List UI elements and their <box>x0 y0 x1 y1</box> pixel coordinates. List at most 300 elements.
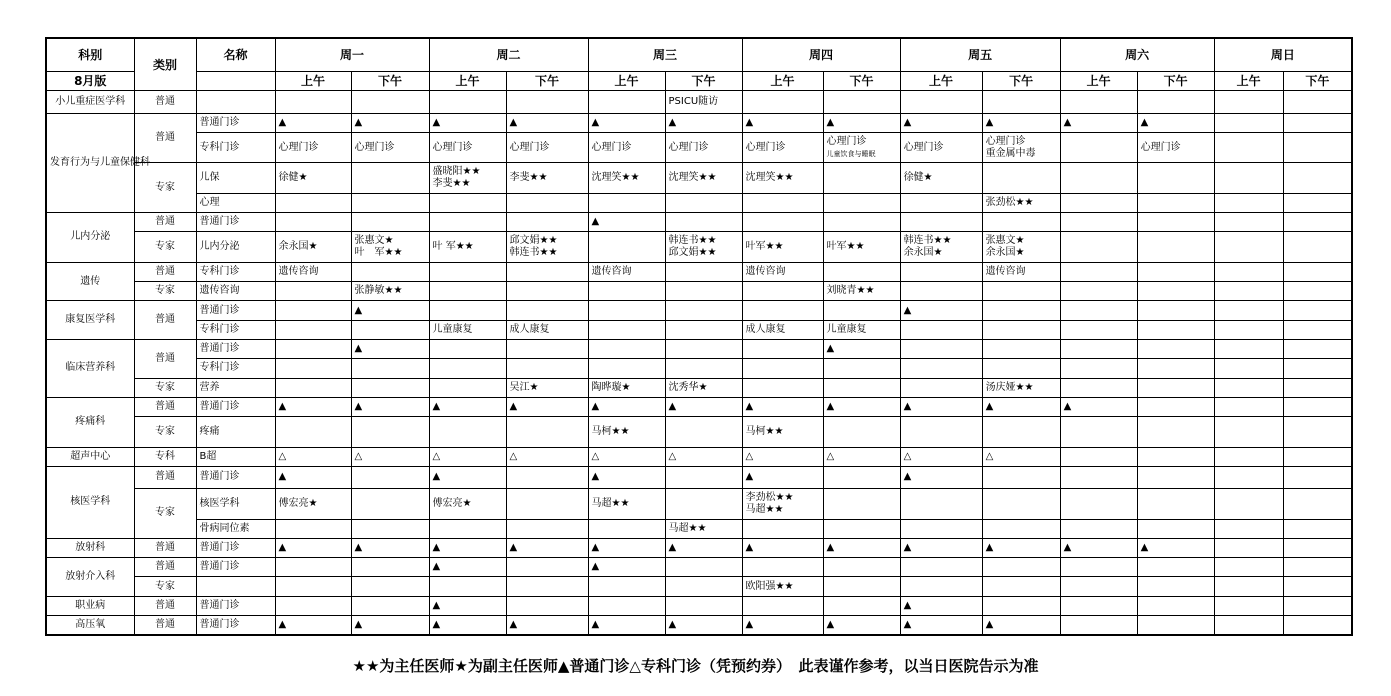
cell-line: ▲ <box>903 304 912 316</box>
schedule-cell <box>429 320 506 339</box>
schedule-cell <box>275 417 351 447</box>
cell-line: ▲ <box>826 116 835 128</box>
schedule-cell <box>823 163 900 193</box>
schedule-cell <box>665 163 742 193</box>
category-cell: 普通 <box>134 466 196 488</box>
schedule-cell <box>665 466 742 488</box>
schedule-cell <box>429 132 506 162</box>
category-cell: 普通 <box>134 596 196 615</box>
schedule-cell <box>588 378 665 397</box>
schedule-cell <box>1137 320 1214 339</box>
schedule-cell <box>982 447 1060 466</box>
header-pm: 下午 <box>982 72 1060 91</box>
schedule-cell <box>429 301 506 320</box>
schedule-cell <box>429 397 506 416</box>
cell-line: ▲ <box>278 400 287 412</box>
cell-line: ▲ <box>509 618 518 630</box>
schedule-cell <box>742 282 823 301</box>
header-pm: 下午 <box>1283 72 1352 91</box>
schedule-cell <box>982 132 1060 162</box>
schedule-cell <box>506 538 588 557</box>
cell-line: ▲ <box>432 400 441 412</box>
schedule-cell <box>429 538 506 557</box>
service-name: 普通门诊 <box>196 301 275 320</box>
schedule-cell <box>982 577 1060 596</box>
cell-line: 重金属中毒 <box>985 147 1036 159</box>
schedule-cell <box>506 577 588 596</box>
schedule-cell <box>665 282 742 301</box>
schedule-cell <box>1137 397 1214 416</box>
category-cell: 普通 <box>134 113 196 163</box>
schedule-cell <box>982 558 1060 577</box>
schedule-cell <box>275 538 351 557</box>
schedule-cell <box>351 113 429 132</box>
schedule-cell <box>275 466 351 488</box>
schedule-cell <box>1060 397 1137 416</box>
schedule-cell <box>665 359 742 378</box>
cell-line: ▲ <box>668 618 677 630</box>
schedule-cell <box>429 113 506 132</box>
schedule-cell <box>1283 320 1352 339</box>
cell-line: 张惠文★ <box>354 235 394 247</box>
schedule-cell <box>665 558 742 577</box>
cell-line: 陶晔璇★ <box>591 381 631 393</box>
dept-endo: 儿内分泌 <box>46 213 134 263</box>
category-cell: 普通 <box>134 339 196 378</box>
table-row <box>46 447 1352 466</box>
schedule-cell <box>742 262 823 281</box>
schedule-cell <box>351 132 429 162</box>
table-row <box>46 558 1352 577</box>
schedule-cell <box>982 213 1060 232</box>
schedule-cell <box>900 596 982 615</box>
schedule-cell <box>1283 213 1352 232</box>
schedule-cell <box>665 596 742 615</box>
cell-line: ▲ <box>745 400 754 412</box>
schedule-cell <box>351 466 429 488</box>
schedule-cell <box>982 282 1060 301</box>
cell-line: ▲ <box>354 116 363 128</box>
schedule-cell <box>1060 378 1137 397</box>
cell-line: 徐健★ <box>903 172 933 184</box>
schedule-cell <box>900 466 982 488</box>
schedule-cell <box>665 213 742 232</box>
table-row <box>46 339 1352 358</box>
service-name: 普通门诊 <box>196 558 275 577</box>
cell-line: 李斐★★ <box>432 178 471 190</box>
cell-line: ▲ <box>509 400 518 412</box>
schedule-cell <box>506 397 588 416</box>
schedule-cell <box>351 213 429 232</box>
cell-line: 马柯★★ <box>745 425 784 437</box>
schedule-cell <box>823 113 900 132</box>
schedule-cell <box>588 193 665 212</box>
header-day: 周一 <box>275 38 429 72</box>
dept-rad: 放射科 <box>46 538 134 557</box>
schedule-cell <box>742 538 823 557</box>
cell-line: ▲ <box>903 618 912 630</box>
cell-line: ▲ <box>668 116 677 128</box>
schedule-cell <box>588 113 665 132</box>
schedule-cell <box>1060 301 1137 320</box>
cell-line: △ <box>745 450 754 462</box>
schedule-cell <box>429 466 506 488</box>
schedule-cell <box>823 320 900 339</box>
cell-line: ▲ <box>278 471 287 483</box>
cell-line: 汤庆娅★★ <box>985 381 1034 393</box>
schedule-cell <box>742 301 823 320</box>
schedule-cell <box>1137 417 1214 447</box>
cell-line: ▲ <box>432 599 441 611</box>
schedule-cell <box>588 447 665 466</box>
legend-note: ★★为主任医师★为副主任医师▲普通门诊△专科门诊（凭预约券） 此表谨作参考，以当日医院告示为准 <box>352 657 1039 675</box>
schedule-cell <box>900 193 982 212</box>
header-day: 周日 <box>1214 38 1352 72</box>
schedule-cell <box>1137 132 1214 162</box>
service-name: 普通门诊 <box>196 538 275 557</box>
schedule-cell <box>506 193 588 212</box>
schedule-cell <box>429 193 506 212</box>
schedule-cell <box>588 466 665 488</box>
header-am: 上午 <box>1060 72 1137 91</box>
cell-line: 韩连书★★ <box>668 235 717 247</box>
schedule-cell <box>1060 596 1137 615</box>
schedule-cell <box>742 558 823 577</box>
schedule-cell <box>351 489 429 519</box>
dept-nutri: 临床营养科 <box>46 339 134 397</box>
cell-line: ▲ <box>591 618 600 630</box>
cell-line: 邱文娟★★ <box>668 247 717 259</box>
schedule-cell <box>823 417 900 447</box>
schedule-cell <box>982 378 1060 397</box>
schedule-cell <box>1137 232 1214 262</box>
schedule-cell <box>1283 113 1352 132</box>
schedule-cell <box>900 113 982 132</box>
schedule-cell <box>588 132 665 162</box>
schedule-cell <box>1060 163 1137 193</box>
schedule-cell <box>823 447 900 466</box>
schedule-cell <box>506 417 588 447</box>
schedule-cell <box>823 232 900 262</box>
table-row <box>46 193 1352 212</box>
schedule-cell <box>982 113 1060 132</box>
schedule-cell <box>1214 113 1283 132</box>
schedule-cell <box>742 447 823 466</box>
schedule-cell <box>823 262 900 281</box>
table-row <box>46 262 1352 281</box>
schedule-cell <box>823 359 900 378</box>
cell-line: ▲ <box>985 116 994 128</box>
cell-line: 吴江★ <box>509 381 539 393</box>
schedule-cell <box>275 558 351 577</box>
header-am: 上午 <box>1214 72 1283 91</box>
schedule-cell <box>429 417 506 447</box>
schedule-cell <box>982 615 1060 635</box>
table-row <box>46 615 1352 635</box>
table-row <box>46 417 1352 447</box>
table-row <box>46 489 1352 519</box>
schedule-cell <box>588 558 665 577</box>
cell-line: 余永国★ <box>903 247 943 259</box>
schedule-cell <box>351 339 429 358</box>
schedule-cell <box>1137 378 1214 397</box>
schedule-cell <box>429 91 506 113</box>
cell-line: 余永国★ <box>985 247 1025 259</box>
schedule-cell <box>1214 301 1283 320</box>
cell-line: PSICU随访 <box>668 95 719 107</box>
dept-nuc: 核医学科 <box>46 466 134 538</box>
schedule-cell <box>742 417 823 447</box>
schedule-cell <box>1060 113 1137 132</box>
schedule-cell <box>900 615 982 635</box>
schedule-cell <box>900 320 982 339</box>
schedule-cell <box>900 538 982 557</box>
cell-line: 张劲松★★ <box>985 196 1034 208</box>
schedule-cell <box>1060 615 1137 635</box>
schedule-cell <box>275 301 351 320</box>
dept-hbo: 高压氧 <box>46 615 134 635</box>
cell-line: ▲ <box>985 542 994 553</box>
cell-line: ▲ <box>668 542 677 553</box>
service-name: B超 <box>196 447 275 466</box>
schedule-cell <box>506 163 588 193</box>
schedule-cell <box>1060 489 1137 519</box>
service-name: 普通门诊 <box>196 339 275 358</box>
schedule-cell <box>1137 113 1214 132</box>
schedule-cell <box>1060 262 1137 281</box>
schedule-cell <box>506 558 588 577</box>
schedule-cell <box>665 615 742 635</box>
schedule-cell <box>823 538 900 557</box>
schedule-cell <box>1060 359 1137 378</box>
header-pm: 下午 <box>823 72 900 91</box>
schedule-cell <box>275 113 351 132</box>
schedule-cell <box>275 447 351 466</box>
schedule-cell <box>900 262 982 281</box>
schedule-cell <box>1137 282 1214 301</box>
schedule-cell <box>506 489 588 519</box>
schedule-cell <box>429 615 506 635</box>
schedule-cell <box>900 417 982 447</box>
schedule-cell <box>1214 577 1283 596</box>
category-cell: 普通 <box>134 538 196 557</box>
table-row <box>46 113 1352 132</box>
schedule-cell <box>1214 163 1283 193</box>
clinic-schedule-table <box>45 37 1353 636</box>
schedule-cell <box>1214 232 1283 262</box>
schedule-cell <box>900 577 982 596</box>
schedule-cell <box>1214 339 1283 358</box>
table-row <box>46 519 1352 538</box>
cell-line: ▲ <box>354 343 363 355</box>
schedule-cell <box>742 519 823 538</box>
cell-line: ▲ <box>903 599 912 611</box>
schedule-cell <box>506 378 588 397</box>
schedule-cell <box>275 282 351 301</box>
service-name: 骨病同位素 <box>196 519 275 538</box>
schedule-cell <box>351 538 429 557</box>
header-day: 周三 <box>588 38 742 72</box>
schedule-cell <box>823 519 900 538</box>
schedule-cell <box>588 163 665 193</box>
schedule-cell <box>1283 193 1352 212</box>
table-row <box>46 282 1352 301</box>
schedule-cell <box>1214 417 1283 447</box>
cell-line: 欧阳强★★ <box>745 580 794 592</box>
table-row <box>46 596 1352 615</box>
schedule-cell <box>1060 232 1137 262</box>
schedule-cell <box>982 262 1060 281</box>
cell-line: 盛晓阳★★ <box>432 166 481 178</box>
header-pm: 下午 <box>1137 72 1214 91</box>
schedule-cell <box>823 91 900 113</box>
schedule-cell <box>1214 359 1283 378</box>
cell-line: 心理门诊 <box>826 135 867 147</box>
schedule-cell <box>506 301 588 320</box>
schedule-cell <box>823 193 900 212</box>
schedule-cell <box>351 262 429 281</box>
table-row <box>46 359 1352 378</box>
schedule-cell <box>742 232 823 262</box>
schedule-cell <box>506 466 588 488</box>
cell-line: ▲ <box>903 116 912 128</box>
schedule-cell <box>742 397 823 416</box>
table-row <box>46 163 1352 193</box>
cell-line: 心理门诊 <box>903 141 944 153</box>
cell-line: ▲ <box>509 542 518 553</box>
service-name: 普通门诊 <box>196 213 275 232</box>
header-am: 上午 <box>900 72 982 91</box>
schedule-cell <box>1137 359 1214 378</box>
table-row <box>46 132 1352 162</box>
schedule-cell <box>506 262 588 281</box>
service-name: 普通门诊 <box>196 615 275 635</box>
schedule-cell <box>982 232 1060 262</box>
schedule-cell <box>900 519 982 538</box>
schedule-cell <box>275 132 351 162</box>
cell-line: 叶 军★★ <box>432 241 474 253</box>
header-day: 周六 <box>1060 38 1214 72</box>
schedule-cell <box>900 91 982 113</box>
category-cell: 普通 <box>134 615 196 635</box>
schedule-cell <box>823 466 900 488</box>
schedule-cell <box>1060 519 1137 538</box>
schedule-cell <box>1137 466 1214 488</box>
cell-line: ▲ <box>278 618 287 630</box>
schedule-cell <box>351 397 429 416</box>
header-day: 周二 <box>429 38 588 72</box>
cell-line: 马超★★ <box>668 522 707 534</box>
schedule-cell <box>506 339 588 358</box>
schedule-cell <box>429 489 506 519</box>
service-name: 疼痛 <box>196 417 275 447</box>
schedule-cell <box>742 91 823 113</box>
schedule-cell <box>588 359 665 378</box>
schedule-cell <box>1137 615 1214 635</box>
cell-line: 心理门诊 <box>432 141 473 153</box>
cell-line: 余永国★ <box>278 241 318 253</box>
cell-note: 儿童饮食与睡眠 <box>826 149 876 158</box>
category-cell: 普通 <box>134 262 196 281</box>
schedule-cell <box>1137 447 1214 466</box>
schedule-cell <box>900 397 982 416</box>
category-cell: 专家 <box>134 232 196 262</box>
service-name <box>196 577 275 596</box>
schedule-cell <box>823 489 900 519</box>
schedule-cell <box>588 339 665 358</box>
schedule-cell <box>1137 558 1214 577</box>
schedule-cell <box>1060 91 1137 113</box>
schedule-cell <box>506 213 588 232</box>
cell-line: ▲ <box>354 542 363 553</box>
schedule-cell <box>982 301 1060 320</box>
schedule-cell <box>588 262 665 281</box>
category-cell: 专科 <box>134 447 196 466</box>
schedule-cell <box>506 320 588 339</box>
schedule-cell <box>742 213 823 232</box>
schedule-cell <box>588 397 665 416</box>
service-name: 核医学科 <box>196 489 275 519</box>
cell-line: 邱文娟★★ <box>509 235 558 247</box>
schedule-cell <box>665 397 742 416</box>
dept-ir: 放射介入科 <box>46 558 134 597</box>
schedule-cell <box>429 232 506 262</box>
cell-line: △ <box>278 450 287 462</box>
header-am: 上午 <box>275 72 351 91</box>
schedule-cell <box>823 397 900 416</box>
cell-line: ▲ <box>1063 542 1072 553</box>
schedule-cell <box>351 447 429 466</box>
cell-line: 沈理笑★★ <box>668 172 717 184</box>
schedule-cell <box>275 339 351 358</box>
schedule-cell <box>351 558 429 577</box>
schedule-cell <box>1137 596 1214 615</box>
schedule-cell <box>982 359 1060 378</box>
schedule-cell <box>1214 615 1283 635</box>
cell-line: 成人康复 <box>509 323 550 335</box>
dept-pain: 疼痛科 <box>46 397 134 447</box>
header-dept: 科别 <box>46 38 134 72</box>
schedule-cell <box>275 232 351 262</box>
cell-line: 心理门诊 <box>354 141 395 153</box>
cell-line: 心理门诊 <box>745 141 786 153</box>
schedule-cell <box>1060 417 1137 447</box>
schedule-cell <box>982 339 1060 358</box>
cell-line: 遗传咨询 <box>278 265 319 277</box>
service-name <box>196 91 275 113</box>
schedule-cell <box>982 489 1060 519</box>
header-am: 上午 <box>588 72 665 91</box>
schedule-cell <box>823 577 900 596</box>
schedule-cell <box>665 417 742 447</box>
cell-line: ▲ <box>432 561 441 573</box>
schedule-cell <box>1060 447 1137 466</box>
schedule-cell <box>1060 193 1137 212</box>
schedule-cell <box>1283 615 1352 635</box>
cell-line: △ <box>668 450 677 462</box>
schedule-cell <box>982 320 1060 339</box>
schedule-cell <box>900 489 982 519</box>
schedule-cell <box>1137 91 1214 113</box>
header-day: 周四 <box>742 38 900 72</box>
schedule-cell <box>982 163 1060 193</box>
category-cell: 专家 <box>134 378 196 397</box>
schedule-cell <box>588 320 665 339</box>
schedule-cell <box>900 447 982 466</box>
schedule-cell <box>1283 447 1352 466</box>
cell-line: 遗传咨询 <box>591 265 632 277</box>
schedule-cell <box>1283 397 1352 416</box>
